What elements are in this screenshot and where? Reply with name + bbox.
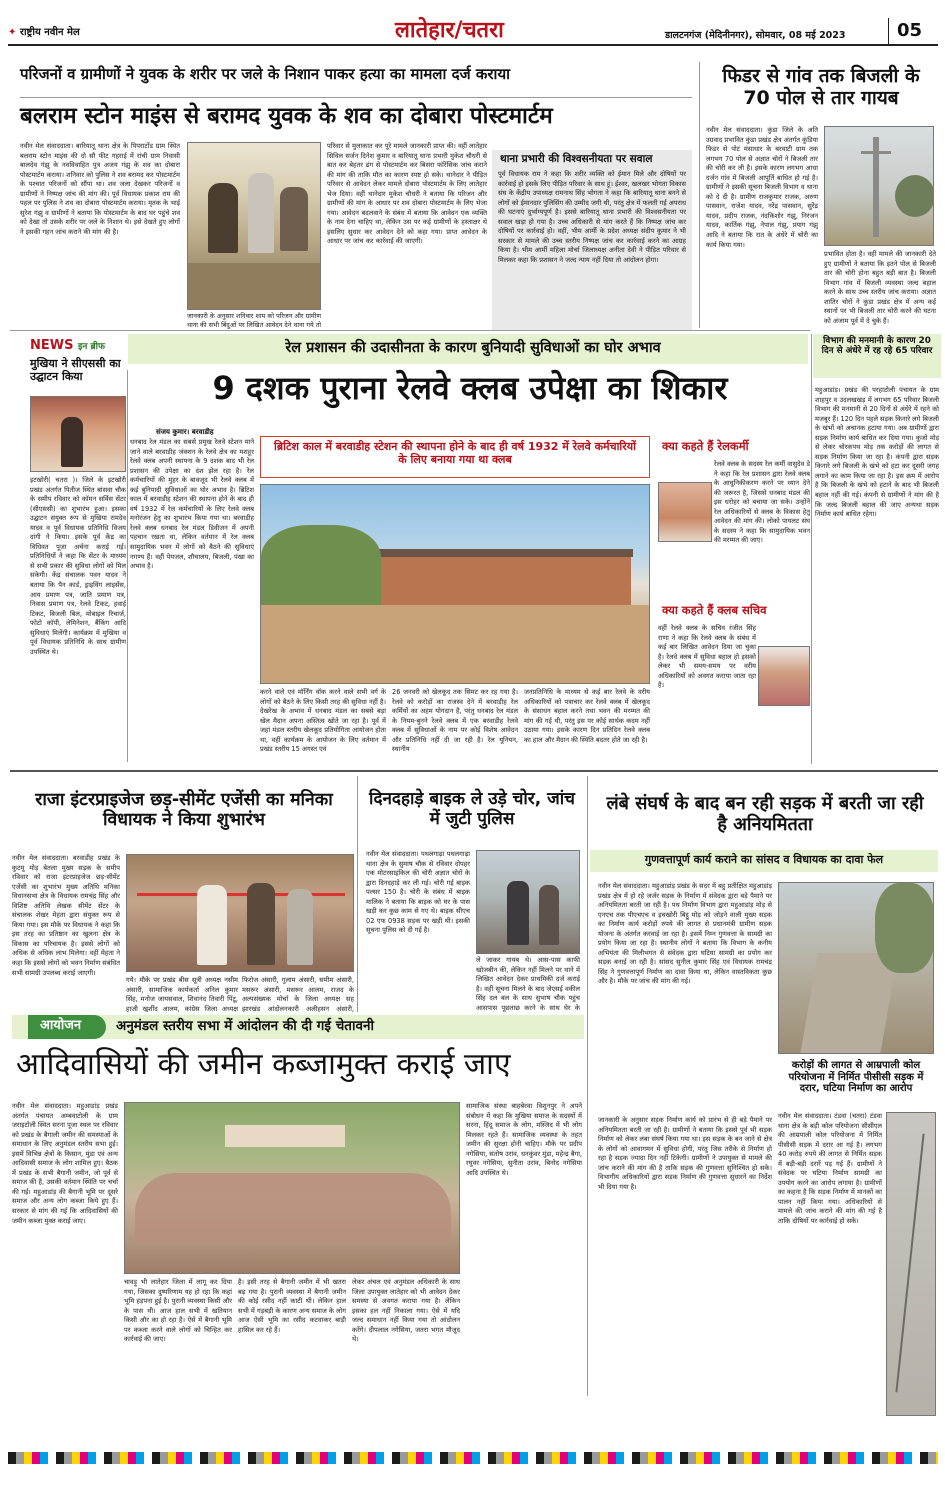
col-rule	[127, 370, 128, 762]
photo-ground	[188, 263, 321, 310]
news-brief-headline: मुखिया ने सीएससी का उद्घाटन किया	[30, 357, 121, 383]
section-rule	[10, 330, 810, 331]
story4-kicker-box	[813, 334, 941, 378]
story1-col1: नवीन मेल संवाददाता। बारियातू थाना क्षेत्र के पिपराटोंड ग्राम स्थित बलराम स्टोन माइंस की दो सौ फीट गहराई में रांची ग्राम निवासी बालदेव गंझु के नवविवाहित पुत्र अजय गंझु के शव का दोबारा पोस्टमार्टम कराया। शनिवार को पुलिस ने शव बरामद कर पोस्टमार्टम के पश्चात परिजनों को सौंपा था। शव जला देखकर परिजनों व ग्रामीणों ने निष्पक्ष जांच की मांग की। पूर्व विधायक प्रकाश राम की पहल पर पुलिस ने शव का दोबारा पोस्टमार्टम कराया। मृतक के भाई सुरेश गंझु व ग्रामीणों ने बताया कि पोस्टमार्टम के बाद घर पहुंचे शव को देखा तो उसके शरीर पर जले के निशान थे। इसे देखते हुए लोगों ने इसकी गहन जांच कराने की मांग की है।	[20, 142, 180, 236]
photo-figure	[61, 417, 83, 467]
story3-box1	[658, 436, 810, 596]
story8-col1: नवीन मेल संवाददाता। महुआडांड़ प्रखंड अंतर्गत पंचायत अम्बवाटोली के ग्राम जराइटोली स्थित सरना पूजा स्थल पर रविवार को प्रखंड के बैगाली जमीन की समस्याओं के समाधान के लिए अनुमंडल स्तरीय सभा हुई। इसमें विभिन्न क्षेत्रों के किसान, मुंडा एवं अन्य आदिवासी समाज के लोग शामिल हुए। बैठक में प्रखंड के सभी बैगानी जमीन, जो पूर्व से समाज की है, उसकी वर्तमान स्थिति पर चर्चा की गई। महुआडांड़ की बैगानी भूमि पर दूसरे समाज और अन्य लोग कब्जा किये हुए हैं। सरकार से मांग की गई कि आदिवासियों की जमीन कब्जा मुक्त कराई जाए।	[12, 1102, 118, 1225]
story8-col4: लेकर अंचल एवं अनुमंडल अधिकारी के साथ जिला उपायुक्त लातेहार को भी आवेदन देकर समस्या से अवगत कराया गया है। लेकिन इसका हल नहीं निकाला गया। ऐसे में यदि जल्द समाधान नहीं किया गया तो आंदोलन करेंगे। दीपलाल नगेसिया, जतरा भगत मौजूद थे।	[352, 1278, 460, 1344]
story1-photo	[187, 142, 321, 310]
news-brief-text: इटखोरी( चतरा )। जिले के इटखोरी प्रखंड अंतर्गत पितीज स्थित बांसवा चौक के समीप रविवार को कॉमन सर्विस सेंटर (सीएससी) का शुभारंभ हुआ। इसका उद्घाटन संयुक्त रूप से मुखिया रामदेव यादव व पूर्व विधायक प्रतिनिधि विजय दांगी ने किया। इसके पूर्व केंद्र का विधिवत पूजा अर्चना कराई गई। प्रतिनिधियों ने कहा कि सेंटर के माध्यम से सभी प्रकार की सुविधा लोगों को मिल सकेगी। केंद्र संचालक पवन यादव ने बताया कि पैन कार्ड, ड्राइविंग लाइसेंस, आय प्रमाण पत्र, जाति प्रमाण पत्र, निवास प्रमाण पत्र, रेलवे टिकट, हवाई टिकट, बिजली बिल, मोबाइल रिचार्ज, फोटो कॉपी, लेमिनेशन, बैंकिंग आदि सुविधाएं मिलेंगी। कार्यक्रम में मुखिया व पूर्व विधायक प्रतिनिधि के साथ ग्रामीण उपस्थित थे।	[30, 476, 126, 656]
story3-headline: 9 दशक पुराना रेलवे क्लब उपेक्षा का शिकार	[212, 369, 728, 407]
photo-figure	[248, 173, 274, 253]
story8-kicker: अनुमंडल स्तरीय सभा में आंदोलन की दी गई चेतावनी	[116, 1018, 374, 1034]
col-rule	[357, 776, 358, 1012]
news-brief-label	[30, 338, 105, 353]
story1-box	[492, 150, 692, 330]
story8-kicker-band	[12, 1015, 584, 1039]
story-electric-wire	[702, 52, 942, 330]
story6-photo	[476, 850, 580, 954]
paper-name: राष्ट्रीय नवीन मेल	[19, 27, 80, 38]
paper-logo	[8, 24, 80, 38]
story7-headline: लंबे संघर्ष के बाद बन रही सड़क में बरती जा रही है अनियमितता	[606, 793, 924, 835]
section-title: लातेहार/चतरा	[395, 18, 504, 43]
crack-shape	[895, 1134, 924, 1393]
story1-photo-caption: जानकारी के अनुसार शनिवार शाम को परिजन और ग्रामीण थाना की सभी बिंदुओं पर लिखित आवेदन देने थाना गये तो	[187, 312, 321, 329]
news-brief	[12, 336, 124, 766]
ribbon-shape	[137, 893, 345, 896]
bird-icon: ✦	[8, 27, 17, 38]
tree-shape	[895, 175, 934, 217]
story6-headline: दिनदहाड़े बाइक ले उड़े चोर, जांच में जुटी पुलिस	[369, 789, 575, 829]
print-color-bar	[8, 1452, 938, 1464]
story-bike-theft	[360, 776, 584, 1012]
story-raja-enterprises	[12, 776, 354, 1012]
story3-col4: जनप्रतिनिधि के माध्यम से कई बार रेलवे के वरीय अधिकारियों को पत्राचार कर रेलवे क्लब में खेलकूद के संसाधन बहाल करने तथा भवन की मरम्मत की मांग की गई थी, परंतु इस पर कोई सार्थक कदम नहीं उठाया गया। इसके कारण दिन प्रतिदिन रेलवे क्लब का हाल और मैदान की स्थिति बदतर होते जा रही है।	[524, 688, 650, 744]
story-dark-families	[813, 334, 941, 766]
story4-kicker: विभाग की मनमानी के कारण 20 दिन से अंधेरे में रह रहे 65 परिवार	[821, 336, 933, 357]
story1-box-text: पूर्व विधायक राम ने कहा कि शरीर व्यक्ति को ईमान मिले और दोषियों पर कार्रवाई हो इसके लिए पीड़ित परिवार के साथ हूं। ईश्वर, खलखर भोगता विकास संघ के केंद्रीय उपाध्यक्ष रामनाथ सिंह भोगता ने कहा कि बारियातू थाना बनने से लोगों को ईमानदार पुलिसिंग की उम्मीद जगी थी, परंतु क्षेत्र में फलती गई अपराध की घटनाएं दुर्भाग्यपूर्ण है। इससे बारियातू थाना प्रभारी की विश्वसनीयता पर सवाल खड़ा हो गया है। उच्च अधिकारी से मांग करते हैं कि निष्पक्ष जांच कर दोषियों पर कार्रवाई हो। वहीं, भीम आर्मी के प्रदेश अध्यक्ष संदीप कुमार ने भी सरकार से मामले की उच्च स्तरीय निष्पक्ष जांच कर कार्रवाई करने का आग्रह किया है। भीम आर्मी महिला मोर्चा जिलाध्यक्ष अनीता देवी ने पीड़ित परिवार से मिलकर कहा कि प्रशासन ने जल्द न्याय नहीं दिया तो आंदोलन होगा।	[498, 170, 686, 264]
section-rule	[10, 770, 938, 772]
story3-box2-title: क्या कहते हैं क्लब सचिव	[662, 603, 767, 617]
col-rule	[699, 62, 700, 328]
story3-box2-text: वहीं रेलवे क्लब के सचिव रंजीत सिंह राणा ने कहा कि रेलवे क्लब के संबंध में कई बार लिखित आवेदन दिया जा चुका है। रेलवे क्लब में सुविधा बहाल हो इसको लेकर भी समय-समय पर वरीय अधिकारियों को अवगत कराया जाता रहा है।	[658, 624, 756, 690]
field-shape	[261, 605, 650, 684]
story5-col3: फिरोज अंसारी, गुलाम अंसारी, समीम अंसारी, मसरूर अंसारी, मसरूर आलम, राजद के अल्पसंख्यक मोर्चा के जिला अध्यक्ष सह झारखंड आंदोलनकारी अलीहसन अंसारी,	[242, 976, 354, 1012]
trees-shape	[261, 525, 381, 605]
story5-col1: नवीन मेल संवाददाता। बरवाडीह प्रखंड के कुटमू मोड़ बेतला मुख्य सड़क के समीप रविवार को राजा इंटरप्राइजेज छड़-सीमेंट एजेंसी का शुभारंभ मुख्य अतिथि मनिका विधानसभा क्षेत्र के विधायक रामचंद्र सिंह और विशिष्ट अतिथि लेखक सीमेंट सेंटर के संचालक शेखर मेहता द्वारा संयुक्त रूप से किया गया। इस मौके पर विधायक ने कहा कि इस तरह का प्रतिष्ठान का खुलना क्षेत्र के विकास का परिचायक है। इससे लोगों को अधिक से अधिक लाभ मिलेगा। वहीं मेहता ने कहा कि इससे लोगों को भवन निर्माण संबंधित सभी सामग्री उपलब्ध कराई जाएगी।	[12, 854, 120, 977]
photo-figure	[507, 881, 529, 945]
news-brief-photo	[30, 396, 126, 472]
story3-banner-text: ब्रिटिश काल में बरवाडीह स्टेशन की स्थापना होने के बाद ही वर्ष 1932 में रेलवे कर्मचारियों के लिए बनाया गया था क्लब	[273, 440, 637, 466]
story-postmortem	[0, 52, 698, 330]
story8-headline: आदिवासियों की जमीन कब्जामुक्त कराई जाए	[16, 1047, 511, 1082]
tree-shape	[875, 883, 934, 973]
story8-col3: है। इसी तरह से बैगानी जमीन में भी खतरा बढ़ गया है। पुरानी व्यवस्था में बैगानी जमीन की कोई रसीद नहीं काटी थी। लेकिन हाल सभी में गड़बड़ी के कारण अन्य समाज के लोग आज ऐसी भूमि का रसीद कटवाकर बाड़ी हासिल कर रहे हैं।	[238, 1278, 346, 1334]
story3-kicker: रेल प्रशासन की उदासीनता के कारण बुनियादी सुविधाओं का घोर अभाव	[285, 340, 661, 356]
col-rule	[811, 334, 812, 764]
story3-col2: करने वाले एवं मॉर्निंग वॉक करने वाले सभी वर्ग के लोगों को बैठने के लिए किसी तरह की सुविधा नहीं है। देखरेख के अभाव में धनबाद मंडल का सबसे बड़ा खेल मैदान अपना अस्तित्व खोते जा रहा है। पूर्व में जहां मंडल स्तरीय खेलकूद प्रतियोगिता आयोजन होता था, वहीं कार्यक्रम के आयोजन के लिए वर्तमान में प्रखंड स्तरीय 15 अगस्त एवं	[260, 688, 386, 754]
story7-col1: नवीन मेल संवाददाता। महुआडांड़ प्रखंड के सदर में बहु प्रतीक्षित महुआडांड़ प्रखंड क्षेत्र में हो रहे जर्जर सड़क के निर्माण में संवेदक द्वारा बड़े पैमाने पर अनियमितता बरती जा रही है। पथ निर्माण विभाग द्वारा महुआडांड़ मोड़ से एनएच तक पीएचएच व इचखोरी बिट्ठू मोड़ को जोड़ने वाली मुख्य सड़क का निर्माण कार्य करोड़ों रुपये की लागत से प्रधानमंत्री ग्रामीण सड़क योजना के अंतर्गत करवाई जा रहा है। इसमें निम्न गुणवत्ता के सामग्री का प्रयोग किया जा रहा है। स्थानीय लोगों ने बताया कि विभाग के कनीय अभियंता की मिलीभगत से संवेदक द्वारा घटिया सामग्री का प्रयोग कर सड़क बनाई जा रही है। सांसद सुनील कुमार सिंह एवं विधायक रामचंद्र सिंह ने गुणवत्तापूर्ण निर्माण का दावा किया था, लेकिन वास्तविकता कुछ और है। मौके पर जांच की मांग की गई।	[598, 882, 772, 986]
story1-col3: परिवार से मुलाकात कर पूरे मामले जानकारी प्राप्त की। वहीं लातेहार सिविल सर्जन दिनेश कुमार व बारियातू थाना प्रभारी मुकेश चौधरी से बात कर बेहतर ढंग से पोस्टमार्टम कर बिसरा फॉरेंसिक जांच कराने की मांग की ताकि मौत का कारण स्पष्ट हो सके। थानेदार ने पीड़ित परिवार से आवेदन लेकर मामले दोबारा पोस्टमार्टम के लिए लातेहार भेज दिया। वहीं थानेदार मुकेश चौधरी ने बताया कि परिजन और ग्रामीणों की मांग के आधार पर शव दोबारा पोस्टमार्टम के लिए भेजा गया। आवेदन बदलवाने के संबंध में बताया कि आवेदन एक व्यक्ति के नाम देना चाहिए था, लेकिन उस पर कई ग्रामीणों के हस्ताक्षर थे इसलिए सुधार कर आवेदन देने को कहा गया। प्राप्त आवेदन के आधार पर जांच कर कार्रवाई की जाएगी।	[327, 142, 487, 246]
story8-photo	[124, 1102, 460, 1274]
story8-col2: चावड़ू भी लातेहार जिला में लागू कर दिया गया, जिसका दुष्परिणाम यह हो रहा कि कहां भूमि हड़पना हुई है। पुरानी व्यवस्था किसी और के पास थी। आज हाल सभी में खतियान किसी और का हो रहा है। ऐसे में बैगानी भूमि पर कब्जा करने वाले लोगों को चिन्हित कर कार्रवाई की जाए।	[124, 1278, 232, 1344]
story7-photo	[778, 882, 934, 1054]
story3-banner	[260, 436, 650, 478]
road-shape	[800, 953, 898, 1054]
col-rule	[587, 776, 588, 1396]
story8-col5: सामाजिक संस्था बाहबेरवा विशुनपुर ने अपने संबोधन में कहा कि मुखिया समाज के सदस्यों में सरना, हिंदू समाज के लोग, मस्जिद में भी लोग मिलकर रहते हैं। सामाजिक व्यवस्था के तहत जमीन की सुरक्षा होनी चाहिए। मौके पर प्रदीप नगेसिया, संतोष उरांव, धनकुंवर मुंडा, महेन्द्र बैगा, रघुवर नगेसिया, सुनीता उरांव, बिनोद नगेसिया आदि उपस्थित थे।	[466, 1102, 582, 1177]
brief-label: इन ब्रीफ	[78, 342, 105, 352]
story3-box1-text: रेलवे क्लब के सदस्य रेल कर्मी वासुदेव डे ने कहा कि रेल प्रशासन द्वारा रेलवे क्लब के आधुनिकीकरण करने पर ध्यान देने की जरूरत है, जिससे धनबाद मंडल की इस धरोहर को बचाया जा सके। उन्होंने रेल अधिकारियों से क्लब के विकास हेतु आवेदन की मांग की। लोको पायलट संघ के सदस्य ने कहा कि सामुदायिक भवन की मरम्मत की जाए।	[714, 460, 810, 545]
story3-box2	[658, 602, 810, 768]
story3-byline: संजय कुमार। बरवाडीह	[156, 428, 214, 436]
club-roof	[379, 549, 633, 557]
story1-headline: बलराम स्टोन माइंस से बरामद युवक के शव का दोबारा पोस्टमार्टम	[20, 103, 553, 129]
news-label: NEWS	[30, 338, 74, 353]
photo-figure	[280, 187, 308, 251]
story2-headline: फिडर से गांव तक बिजली के 70 पोल से तार गायब	[722, 65, 920, 109]
crowd-shape	[135, 1173, 451, 1243]
story2-col2: प्रभावित होता है। वहीं मामले की जानकारी देते हुए ग्रामीणों ने बताया कि इतने पोल से बिजली तार की चोरी होना बहुत बड़ी बात है। बिजली विभाग गांव में बिजली व्यवस्था जल्द बहाल करने के साथ उच्च स्तरीय जांच कराया। अज्ञात शातिर चोरों ने कुंडा प्रखंड क्षेत्र में अन्य कई स्थानों पर भी बिजली तार चोरी करने की घटना को अंजाम पूर्व में दे चुके हैं।	[824, 250, 936, 325]
story8-tag-text: आयोजन	[40, 1018, 82, 1033]
story7-deck-band	[590, 850, 938, 872]
masthead	[0, 0, 945, 52]
story3-box1-title: क्या कहते हैं रेलकर्मी	[662, 439, 749, 453]
story1-kicker: परिजनों व ग्रामीणों ने युवक के शरीर पर जले के निशान पाकर हत्या का मामला दर्ज कराया	[20, 65, 511, 83]
pole-shape	[861, 151, 891, 154]
story7-photo-title: करोड़ों की लागत से आम्रपाली कोल परियोजना में निर्मित पीसीसी सड़क में दरार, घटिया निर्माण का आरोप	[788, 1060, 924, 1094]
story4-text: महुआडांड़। प्रखंड की परहाटोली पंचायत के ग्राम शाहपुर व उदलखखड़ में लगभग 65 परिवार बिजली विभाग की मनमानी से 20 दिनों से अंधेरे में रहने को मजबूर हैं। 120 दिन पहले सड़क किनारे लगे बिजली के खंभों को अचानक हटाया गया। अब ग्रामीणों द्वारा सड़क निर्माण कार्य बाधित कर दिया गया। कुजो मोड़ से लेकर चोरकपथ मोड़ तक करोड़ों की लागत से सड़क निर्माण किया जा रहा है। कंपनी द्वारा सड़क किनारे लगे बिजली के खंभे को हटा कर दूसरी जगह लगाने का काम किया जा रहा है। इस क्रम में आरोप है कि बिजली के खंभे को हटाने के बाद भी बिजली बहाल नहीं की गई। कंपनी से ग्रामीणों ने मांग की है कि जल्द बिजली बहाल की जाए अन्यथा सड़क निर्माण कार्य बाधित रहेगा।	[815, 386, 939, 519]
story6-col1: नवीन मेल संवाददाता। पथलगाढ़ा पथलगाढ़ा थाना क्षेत्र के सुमाष चौक से रविवार दोपहर एक मोटरसाइकिल की चोरी अज्ञात चोरों के द्वारा दिनदहाड़े कर ली गई। चोरी गई बाइक पल्सर 150 है। चोरी के संबंध में बाइक मालिक ने बताया कि बाइक को घर के पास खड़ी कर कुछ काम से गए थे। बाइक सीएच 02 एफ 0938 सड़क पर खड़ी थी। इसकी सूचना पुलिस को दी गई है।	[366, 850, 470, 935]
photo-figure	[287, 889, 313, 965]
story5-photo	[126, 854, 354, 972]
story3-col1: धनबाद रेल मंडल का सबसे प्रमुख रेलवे स्टेशन माने जाने वाले बरवाडीह जंक्शन के रेलवे क्षेत्र का मशहूर रेलवे क्लब अपनी स्थापना के 9 दशक बाद भी रेल प्रशासन की उपेक्षा का दंश झेल रहा है। रेल कर्मचारियों की मुहर के बावजूद भी रेलवे क्लब में कई बुनियादी सुविधाओं का घोर अभाव है। ब्रिटिश काल में बरवाडीह स्टेशन की स्थापना होने के बाद ही वर्ष 1932 में रेल कर्मचारियों के लिए रेलवे क्लब मनोरंजन हेतु का शुभारंभ किया गया था। बरवाडीह रेलवे क्लब धनबाद रेल मंडल डिवीजन में अपनी पहचान रखता था, लेकिन वर्तमान में रेल क्लब सामुदायिक भवन में लोगों को बैठने की सुविधाएं नगण्य हैं। वहीं पेयजल, शौचालय, बिजली, पंखा का अभाव है।	[130, 438, 254, 571]
story-tribal-land	[12, 1040, 584, 1410]
story3-col3: 26 जनवरी को खेलकूद तक सिमट कर रह गया है। रेलवे को करोड़ों का राजस्व देने में बरवाडीह रेल कर्मियों का अहम योगदान है, परंतु धनबाद रेल मंडल के नियम-बुनने रेलवे क्लब में एक बरवाडीह रेलवे क्लब में सुविधाओं के नाम पर कोई विशेष आवेदन और प्रतिनिधि नहीं दी जा रही है। रेल यूनियन, स्थानीय	[392, 688, 518, 754]
page-number: 05	[897, 20, 923, 41]
story3-photo	[260, 484, 650, 684]
story-railway-club	[130, 364, 810, 768]
story1-rule	[20, 97, 692, 98]
banner-shape	[225, 1125, 345, 1147]
story1-box-title: थाना प्रभारी की विश्वसनीयता पर सवाल	[500, 153, 653, 165]
story6-col2: ले जाकर गायब थे। आस-पास काफी खोजबीन की, लेकिन नहीं मिलने पर थाने में लिखित आवेदन देकर प्राथमिकी दर्ज कराई है। वहीं सूचना मिलने के बाद जेएसई वकील सिंह दल बल के साथ सुभाष चौक पहुंच आसपास पूछताछ करने के साथ घेर के	[476, 956, 580, 1012]
photo-figure	[247, 883, 275, 965]
story8-tag	[28, 1015, 106, 1039]
dateline: डालटनगंज (मेदिनीनगर), सोमवार, 08 मई 2023	[665, 30, 846, 41]
story2-col1: नवीन मेल संवाददाता। कुंडा जिले के अति उग्रवाद प्रभावित कुंडा प्रखंड क्षेत्र अंतर्गत कुंडिया फिडर से पोट मंसाधार के बरवाटी ग्राम तक लगभग 70 पोल से अज्ञात चोरों ने बिजली तार की चोरी कर ली है। इसके कारण लगभग आधा दर्जन गांव में बिजली आपूर्ति बाधित हो गई है। ग्रामीणों ने इसकी सूचना बिजली विभाग व थाना को दे दी है। ग्रामीण राजकुमार राजक, अरुण पासवान, राजेश यादव, नरेंद्र पासवान, सुरेंद्र यादव, प्रदीप राजक, नंदकिशोर गंझु, निरंजन यादव, कार्तिक गंझु, नेपाल गंझु, प्रयाग गंझु आदि ने बताया कि रात के अंधेरे में चोरी का कार्य किया गया।	[706, 126, 818, 249]
story3-kicker-band	[128, 334, 808, 364]
story7-col2: जानकारी के अनुसार सड़क निर्माण कार्य को प्रारंभ से ही बड़े पैमाने पर अनियमितता बरती जा रही है। ग्रामीणों ने बताया कि इससे पूर्व भी सड़क निर्माण को लेकर लंबा संघर्ष किया गया था। इस सड़क के बन जाने से क्षेत्र के लोगों को आवागमन में सुविधा होगी, परंतु जिस तरीके से निर्माण हो रहा है सड़क ज्यादा दिन नहीं टिकेगी। ग्रामीणों ने उपायुक्त से मामले की जांच कराने की मांग की है ताकि सड़क की गुणवत्ता सुनिश्चित हो सके। विभागीय अधिकारियों द्वारा सड़क निर्माण की गुणवत्ता सुधारने का निर्देश भी दिया गया है।	[598, 1116, 772, 1191]
photo-figure	[208, 183, 238, 253]
page-divider	[888, 18, 889, 44]
story-road-irregularity	[590, 776, 940, 1416]
story7-deck: गुणवत्तापूर्ण कार्य कराने का सांसद व विधायक का दावा फेल	[644, 853, 884, 866]
story5-headline: राजा इंटरप्राइजेज छड़-सीमेंट एजेंसी का मनिका विधायक ने किया शुभारंभ	[35, 790, 333, 831]
club-building	[381, 555, 631, 605]
story5-caption: गये। मौके पर प्रखंड बीस सूत्री अध्यक्ष नसीम अंसारी, सामाजिक कार्यकर्ता अनिल कुमार सिंह, मनोज जायसवाल, शिवानंद तिवारी पिंटू, हाजी खुर्शीद आलम, कांग्रेस जिला अध्यक्ष	[126, 976, 238, 1012]
story7-crack-photo	[886, 1112, 936, 1416]
story2-photo	[824, 126, 934, 246]
photo-figure	[197, 885, 227, 965]
photo-figure	[539, 885, 559, 945]
story7-side-text: नवीन मेल संवाददाता। टंडवा (चतरा) टंडवा थाना क्षेत्र के बड़ी कोल परियोजना सीसीएल की आम्रपाली कोल परियोजना में निर्मित पीसीसी सड़क में दरार आ गई है। लगभग 40 करोड़ रुपये की लागत से निर्मित सड़क में बड़ी-बड़ी दरारें पड़ गई हैं। ग्रामीणों ने संवेदक पर घटिया निर्माण सामग्री का उपयोग करने का आरोप लगाया है। ग्रामीणों का कहना है कि सड़क निर्माण में मानकों का पालन नहीं किया गया। अधिकारियों से मामले की जांच कराने की मांग की गई है ताकि दोषियों पर कार्रवाई हो सके।	[778, 1112, 882, 1226]
masthead-rule	[8, 44, 938, 46]
